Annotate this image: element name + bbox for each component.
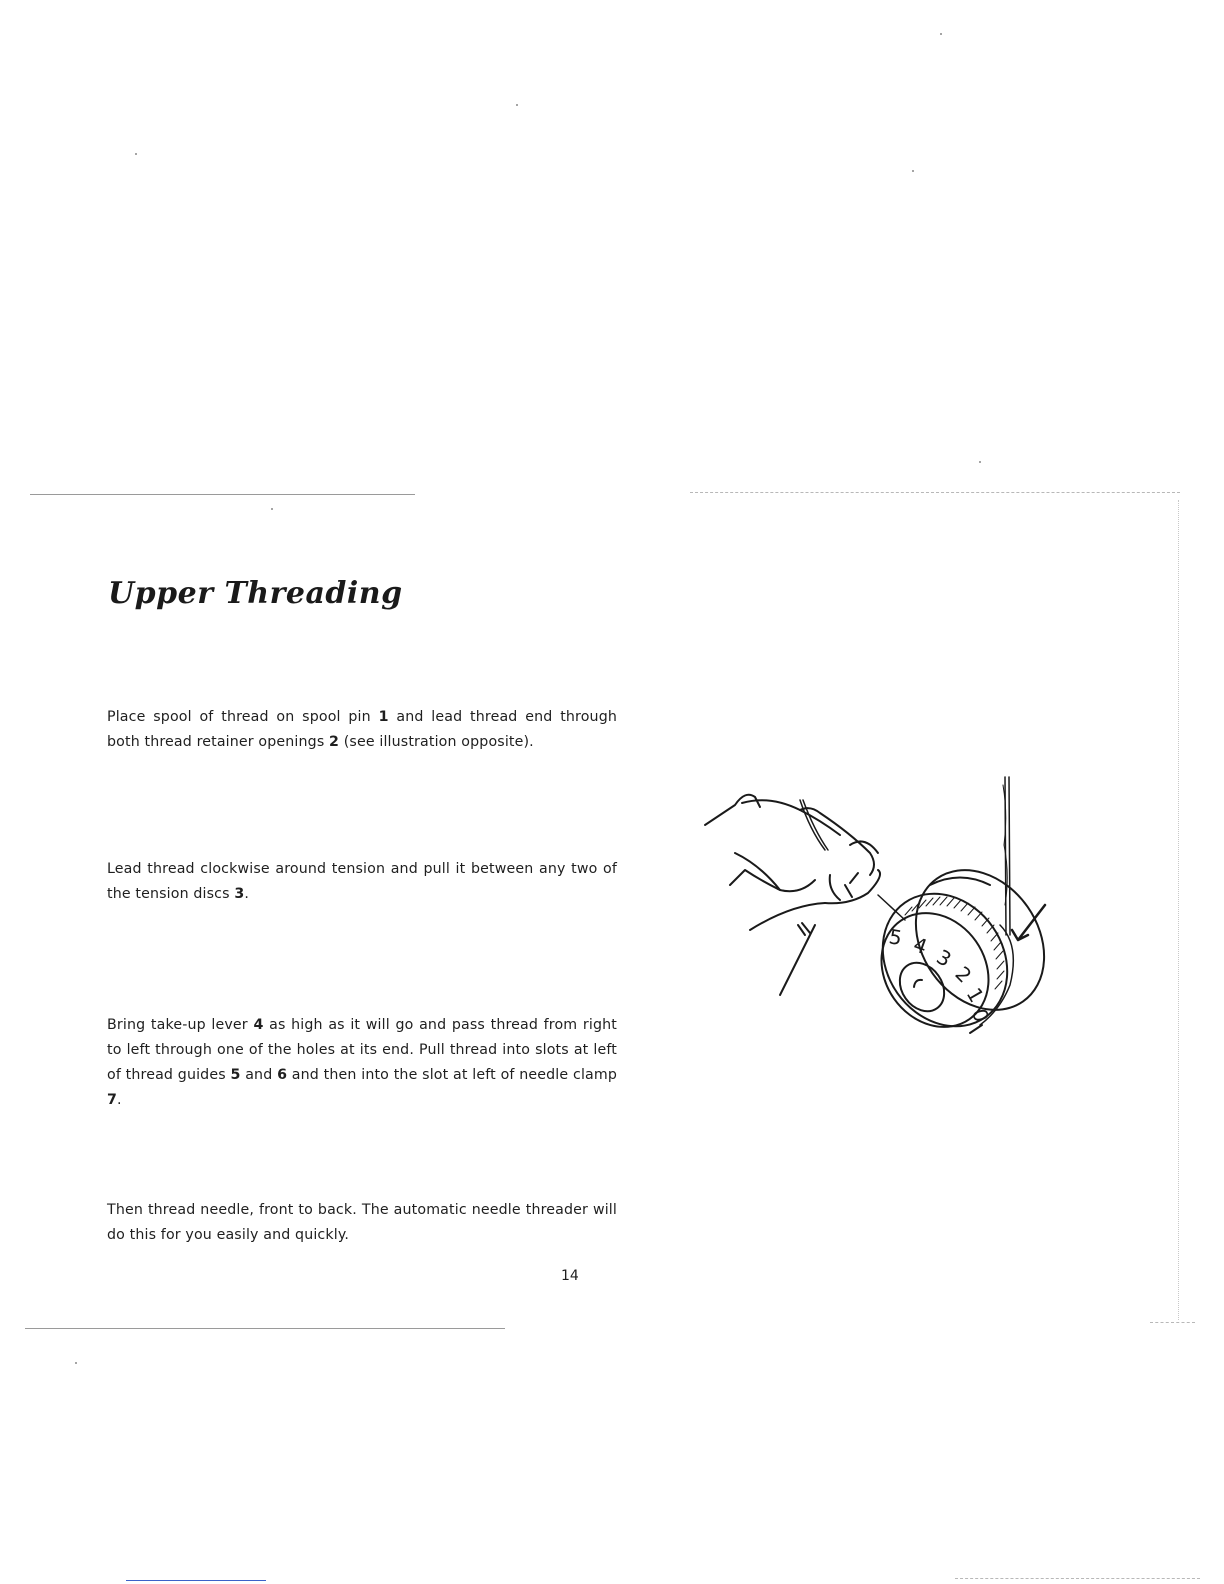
dial-number: 3: [932, 944, 956, 972]
paragraph-1: [107, 705, 617, 755]
footer-rule: [955, 1578, 1200, 1579]
scan-speck: [271, 508, 273, 510]
page-title: Upper Threading: [108, 576, 403, 612]
reference-number: 4: [253, 1017, 264, 1033]
bottom-rule-right: [1150, 1322, 1195, 1323]
paragraph-text: Place spool of thread on spool pin: [107, 709, 379, 725]
scan-speck: [75, 1362, 77, 1364]
dial-number: 2: [950, 961, 977, 988]
paragraph-text: as high as it will go and pass thread from right to left through one of the holes at its end. Pull thread into slots at left of thread guides: [107, 1017, 617, 1083]
paragraph-text: and then into the slot at left of needle clamp: [287, 1067, 618, 1083]
paragraph-3: [107, 1013, 617, 1113]
bottom-rule: [25, 1328, 505, 1329]
page-number: 14: [561, 1268, 579, 1284]
reference-number: 6: [277, 1067, 288, 1083]
paragraph-text: Then thread needle, front to back. The automatic needle threader will do this for you easily and quickly.: [107, 1202, 617, 1243]
page-edge: [1178, 500, 1179, 1320]
top-rule: [30, 494, 415, 495]
scan-speck: [912, 170, 914, 172]
reference-number: 3: [234, 886, 245, 902]
reference-number: 2: [329, 734, 340, 750]
scan-speck: [940, 33, 942, 35]
paragraph-text: and lead thread end through both thread retainer openings: [107, 709, 617, 750]
pointer-arrow: [1012, 905, 1045, 940]
hand-drawing: [705, 795, 880, 995]
paragraph-text: Bring take-up lever: [107, 1017, 254, 1033]
paragraph-text: (see illustration opposite).: [339, 734, 534, 750]
dial-number: 1: [961, 983, 989, 1007]
paragraph-4: [107, 1198, 617, 1248]
scan-speck: [516, 104, 518, 106]
paragraph-text: .: [117, 1092, 122, 1108]
scan-speck: [135, 153, 137, 155]
footer-link-underline: [126, 1580, 266, 1581]
dial-number: 4: [910, 932, 931, 960]
tension-dial-illustration: [700, 775, 1060, 1045]
reference-number: 7: [107, 1092, 118, 1108]
reference-number: 1: [378, 709, 389, 725]
paragraph-2: [107, 857, 617, 907]
scan-speck: [979, 461, 981, 463]
dial-number: 0: [967, 1006, 994, 1025]
paragraph-text: .: [244, 886, 250, 902]
top-rule-right: [690, 492, 1180, 493]
paragraph-text: Lead thread clockwise around tension and pull it between any two of the tension discs: [107, 861, 617, 902]
paragraph-text: and: [240, 1067, 278, 1083]
dial-number: 5: [887, 924, 904, 951]
reference-number: 5: [230, 1067, 241, 1083]
